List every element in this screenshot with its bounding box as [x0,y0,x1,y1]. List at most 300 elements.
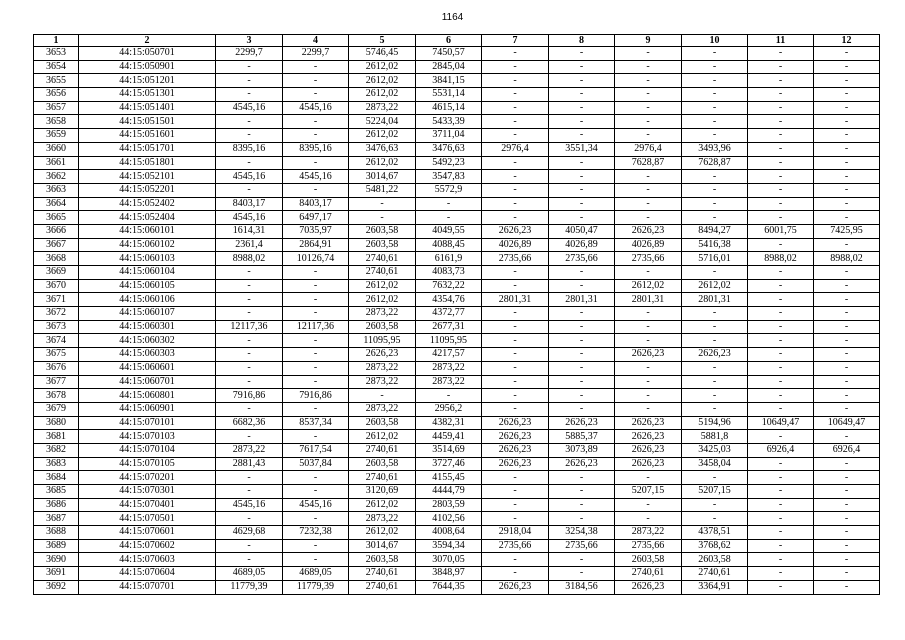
table-cell: 3680 [34,416,79,430]
column-header: 3 [216,35,283,47]
table-cell: - [748,402,814,416]
table-cell: 2735,66 [549,539,615,553]
table-cell: 7617,54 [283,443,349,457]
table-cell: 44:15:070601 [79,526,216,540]
table-cell: 2873,22 [349,101,416,115]
table-cell: - [549,334,615,348]
table-cell: 2603,58 [349,416,416,430]
table-cell: - [549,348,615,362]
table-cell: 44:15:070301 [79,485,216,499]
table-cell: 3841,15 [416,74,482,88]
table-cell: 7425,95 [814,224,880,238]
table-cell: 44:15:051701 [79,142,216,156]
table-cell: - [615,498,682,512]
table-cell: 2873,22 [349,375,416,389]
table-cell: - [549,471,615,485]
table-cell: - [814,430,880,444]
table-cell: - [216,375,283,389]
table-cell: 3672 [34,307,79,321]
table-cell: 2612,02 [349,498,416,512]
table-cell: 3653 [34,47,79,61]
table-cell: - [216,348,283,362]
table-cell: - [283,183,349,197]
table-cell: - [748,211,814,225]
table-cell: 3547,83 [416,170,482,184]
table-cell: - [283,348,349,362]
table-cell: 3425,03 [682,443,748,457]
table-cell: 7916,86 [283,389,349,403]
table-cell: - [482,279,549,293]
table-row [34,211,880,225]
table-cell: - [615,129,682,143]
table-cell: 2801,31 [482,293,549,307]
table-cell: 4382,31 [416,416,482,430]
table-cell: - [549,307,615,321]
table-cell: - [216,74,283,88]
table-cell: - [748,60,814,74]
table-cell: - [748,334,814,348]
table-cell: 3727,46 [416,457,482,471]
table-cell: 5224,04 [349,115,416,129]
table-cell: 44:15:060102 [79,238,216,252]
table-cell: 4088,45 [416,238,482,252]
table-cell: - [482,88,549,102]
table-row [34,457,880,471]
table-cell: - [482,512,549,526]
table-cell: - [748,320,814,334]
column-header: 7 [482,35,549,47]
table-cell: 2626,23 [482,443,549,457]
table-cell: - [549,279,615,293]
table-cell: - [482,375,549,389]
table-body [34,47,880,595]
table-cell: - [615,334,682,348]
table-cell: 3493,96 [682,142,748,156]
table-cell: - [814,238,880,252]
table-cell: 44:15:052404 [79,211,216,225]
table-cell: 3671 [34,293,79,307]
table-cell: - [283,266,349,280]
table-cell: 2740,61 [615,567,682,581]
table-cell: 8988,02 [216,252,283,266]
table-cell: 10649,47 [814,416,880,430]
table-cell: - [814,526,880,540]
table-cell: 2603,58 [349,238,416,252]
table-row [34,170,880,184]
table-cell: 2873,22 [349,512,416,526]
table-row [34,443,880,457]
table-cell: 3666 [34,224,79,238]
table-cell: - [416,197,482,211]
table-cell: 12117,36 [216,320,283,334]
table-cell: 44:15:060106 [79,293,216,307]
table-cell: - [682,334,748,348]
table-cell: - [216,402,283,416]
table-row [34,142,880,156]
table-cell: - [814,567,880,581]
table-row [34,580,880,594]
table-cell: - [482,197,549,211]
table-cell: 5746,45 [349,47,416,61]
table-cell: 44:15:060901 [79,402,216,416]
table-cell: - [814,539,880,553]
table-cell: 4372,77 [416,307,482,321]
table-cell: - [748,485,814,499]
table-cell: 2299,7 [216,47,283,61]
table-cell: 2612,02 [349,156,416,170]
table-cell: 4545,16 [216,498,283,512]
table-cell: 3768,62 [682,539,748,553]
table-cell: 3679 [34,402,79,416]
table-row [34,402,880,416]
table-cell: - [748,539,814,553]
table-cell: 6926,4 [814,443,880,457]
table-cell: 44:15:070603 [79,553,216,567]
table-cell: 3692 [34,580,79,594]
table-cell: 3676 [34,361,79,375]
table-cell: 3690 [34,553,79,567]
table-cell: - [748,307,814,321]
table-cell: - [814,348,880,362]
table-cell: 2956,2 [416,402,482,416]
table-cell: - [814,361,880,375]
table-cell: - [482,211,549,225]
table-cell: - [283,307,349,321]
table-cell: 3670 [34,279,79,293]
table-cell: 2603,58 [349,224,416,238]
table-cell: - [814,183,880,197]
column-header: 2 [79,35,216,47]
table-cell: - [216,539,283,553]
table-cell: 44:15:070701 [79,580,216,594]
table-cell: - [814,115,880,129]
table-cell: 2626,23 [615,224,682,238]
table-cell: 4026,89 [615,238,682,252]
table-cell: - [549,320,615,334]
table-cell: 2603,58 [349,320,416,334]
table-cell: - [814,485,880,499]
table-cell: 4545,16 [216,101,283,115]
table-cell: 8403,17 [216,197,283,211]
table-cell: - [814,580,880,594]
table-cell: 44:15:051301 [79,88,216,102]
table-cell: - [748,498,814,512]
table-cell: - [216,307,283,321]
table-cell: 44:15:070101 [79,416,216,430]
table-cell: - [814,74,880,88]
table-cell: - [283,361,349,375]
table-cell: 44:15:051501 [79,115,216,129]
table-row [34,430,880,444]
table-row [34,416,880,430]
table-cell: - [814,402,880,416]
table-cell: - [748,156,814,170]
table-cell: - [216,430,283,444]
table-cell: - [615,307,682,321]
table-cell: - [814,457,880,471]
table-cell: - [549,101,615,115]
table-cell: 4026,89 [482,238,549,252]
table-cell: - [615,512,682,526]
table-cell: - [615,266,682,280]
table-cell: - [748,183,814,197]
table-cell: - [283,129,349,143]
table-cell: - [549,375,615,389]
table-cell: 3661 [34,156,79,170]
table-cell: 2740,61 [349,266,416,280]
table-cell: 5207,15 [682,485,748,499]
table-cell: 7644,35 [416,580,482,594]
table-cell: - [216,183,283,197]
column-header: 4 [283,35,349,47]
table-cell: - [283,553,349,567]
table-cell: - [682,402,748,416]
table-row [34,361,880,375]
table-cell: 4102,56 [416,512,482,526]
table-cell: - [682,498,748,512]
table-cell: 3669 [34,266,79,280]
table-row [34,553,880,567]
table-cell: - [482,115,549,129]
table-cell: 3685 [34,485,79,499]
table-cell: 8395,16 [283,142,349,156]
table-cell: 3120,69 [349,485,416,499]
table-cell: 3677 [34,375,79,389]
table-cell: - [549,361,615,375]
table-cell: - [615,402,682,416]
table-cell: 4629,68 [216,526,283,540]
table-cell: 44:15:060601 [79,361,216,375]
table-cell: 2603,58 [349,457,416,471]
table-cell: 3689 [34,539,79,553]
table-cell: - [416,389,482,403]
table-cell: - [814,279,880,293]
table-cell: - [682,361,748,375]
table-cell: 3659 [34,129,79,143]
table-cell: - [814,156,880,170]
table-cell: - [748,348,814,362]
table-cell: 3691 [34,567,79,581]
table-cell: 4545,16 [216,170,283,184]
table-cell: 44:15:060104 [79,266,216,280]
table-cell: 3678 [34,389,79,403]
table-cell: 2626,23 [682,348,748,362]
table-cell: 7916,86 [216,389,283,403]
table-cell: 6001,75 [748,224,814,238]
table-row [34,567,880,581]
table-cell: 44:15:052101 [79,170,216,184]
table-cell: - [283,430,349,444]
table-cell: - [549,47,615,61]
table-cell: 44:15:060103 [79,252,216,266]
table-cell: - [482,389,549,403]
table-cell: - [682,60,748,74]
table-cell: 6682,36 [216,416,283,430]
table-cell: - [482,485,549,499]
table-cell: 2735,66 [615,539,682,553]
table-cell: 4378,51 [682,526,748,540]
table-row [34,539,880,553]
table-cell: - [482,183,549,197]
table-cell: 2361,4 [216,238,283,252]
table-cell: - [549,74,615,88]
table-cell: 3254,38 [549,526,615,540]
table-cell: - [283,156,349,170]
table-cell: - [814,211,880,225]
table-cell: 5481,22 [349,183,416,197]
table-cell: - [482,320,549,334]
table-cell: 5207,15 [615,485,682,499]
table-cell: - [283,60,349,74]
table-cell: - [549,197,615,211]
table-cell: 4008,64 [416,526,482,540]
table-cell: 2626,23 [482,457,549,471]
table-cell: 44:15:060105 [79,279,216,293]
table-cell: 8537,34 [283,416,349,430]
table-cell: 5885,37 [549,430,615,444]
table-row [34,266,880,280]
table-cell: - [283,334,349,348]
table-cell: - [216,279,283,293]
table-row [34,238,880,252]
table-cell: 44:15:060101 [79,224,216,238]
table-cell: - [615,47,682,61]
table-cell: 44:15:060301 [79,320,216,334]
table-cell: 3711,04 [416,129,482,143]
table-cell: - [549,485,615,499]
table-cell: - [814,389,880,403]
table-cell: 5881,8 [682,430,748,444]
table-cell: 2873,22 [349,361,416,375]
table-cell: 2612,02 [615,279,682,293]
table-cell: - [283,279,349,293]
table-cell: - [216,129,283,143]
column-header: 1 [34,35,79,47]
table-cell: - [549,498,615,512]
table-cell: - [549,60,615,74]
table-cell: 4049,55 [416,224,482,238]
table-cell: - [814,60,880,74]
table-cell: - [748,553,814,567]
table-cell: 44:15:070604 [79,567,216,581]
table-cell: 3687 [34,512,79,526]
table-row [34,88,880,102]
table-cell: 44:15:051601 [79,129,216,143]
table-cell: - [283,115,349,129]
table-cell: 3660 [34,142,79,156]
table-cell: 3686 [34,498,79,512]
table-cell: - [283,402,349,416]
table-cell: 2740,61 [682,567,748,581]
table-cell: 3014,67 [349,170,416,184]
table-row [34,252,880,266]
table-cell: - [549,156,615,170]
table-cell: 3073,89 [549,443,615,457]
column-header: 11 [748,35,814,47]
table-row [34,498,880,512]
table-cell: 2299,7 [283,47,349,61]
table-cell: 2873,22 [615,526,682,540]
table-cell: - [349,197,416,211]
table-cell: - [615,115,682,129]
table-cell: - [682,115,748,129]
table-row [34,293,880,307]
table-cell: 2612,02 [349,279,416,293]
table-cell: - [682,101,748,115]
column-header: 6 [416,35,482,47]
table-cell: - [615,361,682,375]
table-cell: - [615,60,682,74]
table-cell: 2603,58 [349,553,416,567]
table-cell: - [682,47,748,61]
table-cell: - [682,375,748,389]
table-row [34,375,880,389]
table-cell: 2873,22 [416,361,482,375]
table-cell: 2740,61 [349,580,416,594]
table-cell: 2626,23 [482,224,549,238]
table-cell: - [482,170,549,184]
table-cell: 2740,61 [349,567,416,581]
table-row [34,47,880,61]
table-cell: - [814,320,880,334]
table-cell: - [682,320,748,334]
table-cell: 3656 [34,88,79,102]
table-cell: 44:15:052201 [79,183,216,197]
table-cell: - [615,183,682,197]
table-cell: 2626,23 [615,348,682,362]
table-cell: 2873,22 [216,443,283,457]
table-cell: - [549,512,615,526]
table-cell: 3658 [34,115,79,129]
table-cell: - [814,512,880,526]
table-cell: - [682,266,748,280]
table-cell: 8494,27 [682,224,748,238]
data-table [33,34,880,595]
table-cell: - [482,498,549,512]
table-cell: 2740,61 [349,471,416,485]
table-cell: - [748,197,814,211]
column-header: 12 [814,35,880,47]
table-row [34,115,880,129]
table-cell: - [748,101,814,115]
table-cell: 11095,95 [349,334,416,348]
table-row [34,512,880,526]
table-row [34,101,880,115]
table-cell: 12117,36 [283,320,349,334]
table-cell: 5531,14 [416,88,482,102]
table-cell: - [814,307,880,321]
table-cell: 2873,22 [349,402,416,416]
table-row [34,389,880,403]
table-cell: 2612,02 [349,526,416,540]
table-cell: 5037,84 [283,457,349,471]
table-cell: - [682,129,748,143]
table-cell: 2612,02 [682,279,748,293]
table-cell: - [216,115,283,129]
table-cell: - [482,471,549,485]
table-cell: 7232,38 [283,526,349,540]
table-cell: - [814,375,880,389]
table-cell: 4545,16 [283,101,349,115]
table-cell: 44:15:070103 [79,430,216,444]
table-cell: 7628,87 [615,156,682,170]
table-cell: 2626,23 [615,443,682,457]
table-cell: 44:15:051401 [79,101,216,115]
column-header: 8 [549,35,615,47]
table-cell: - [216,293,283,307]
table-cell: 4444,79 [416,485,482,499]
table-cell: 7628,87 [682,156,748,170]
